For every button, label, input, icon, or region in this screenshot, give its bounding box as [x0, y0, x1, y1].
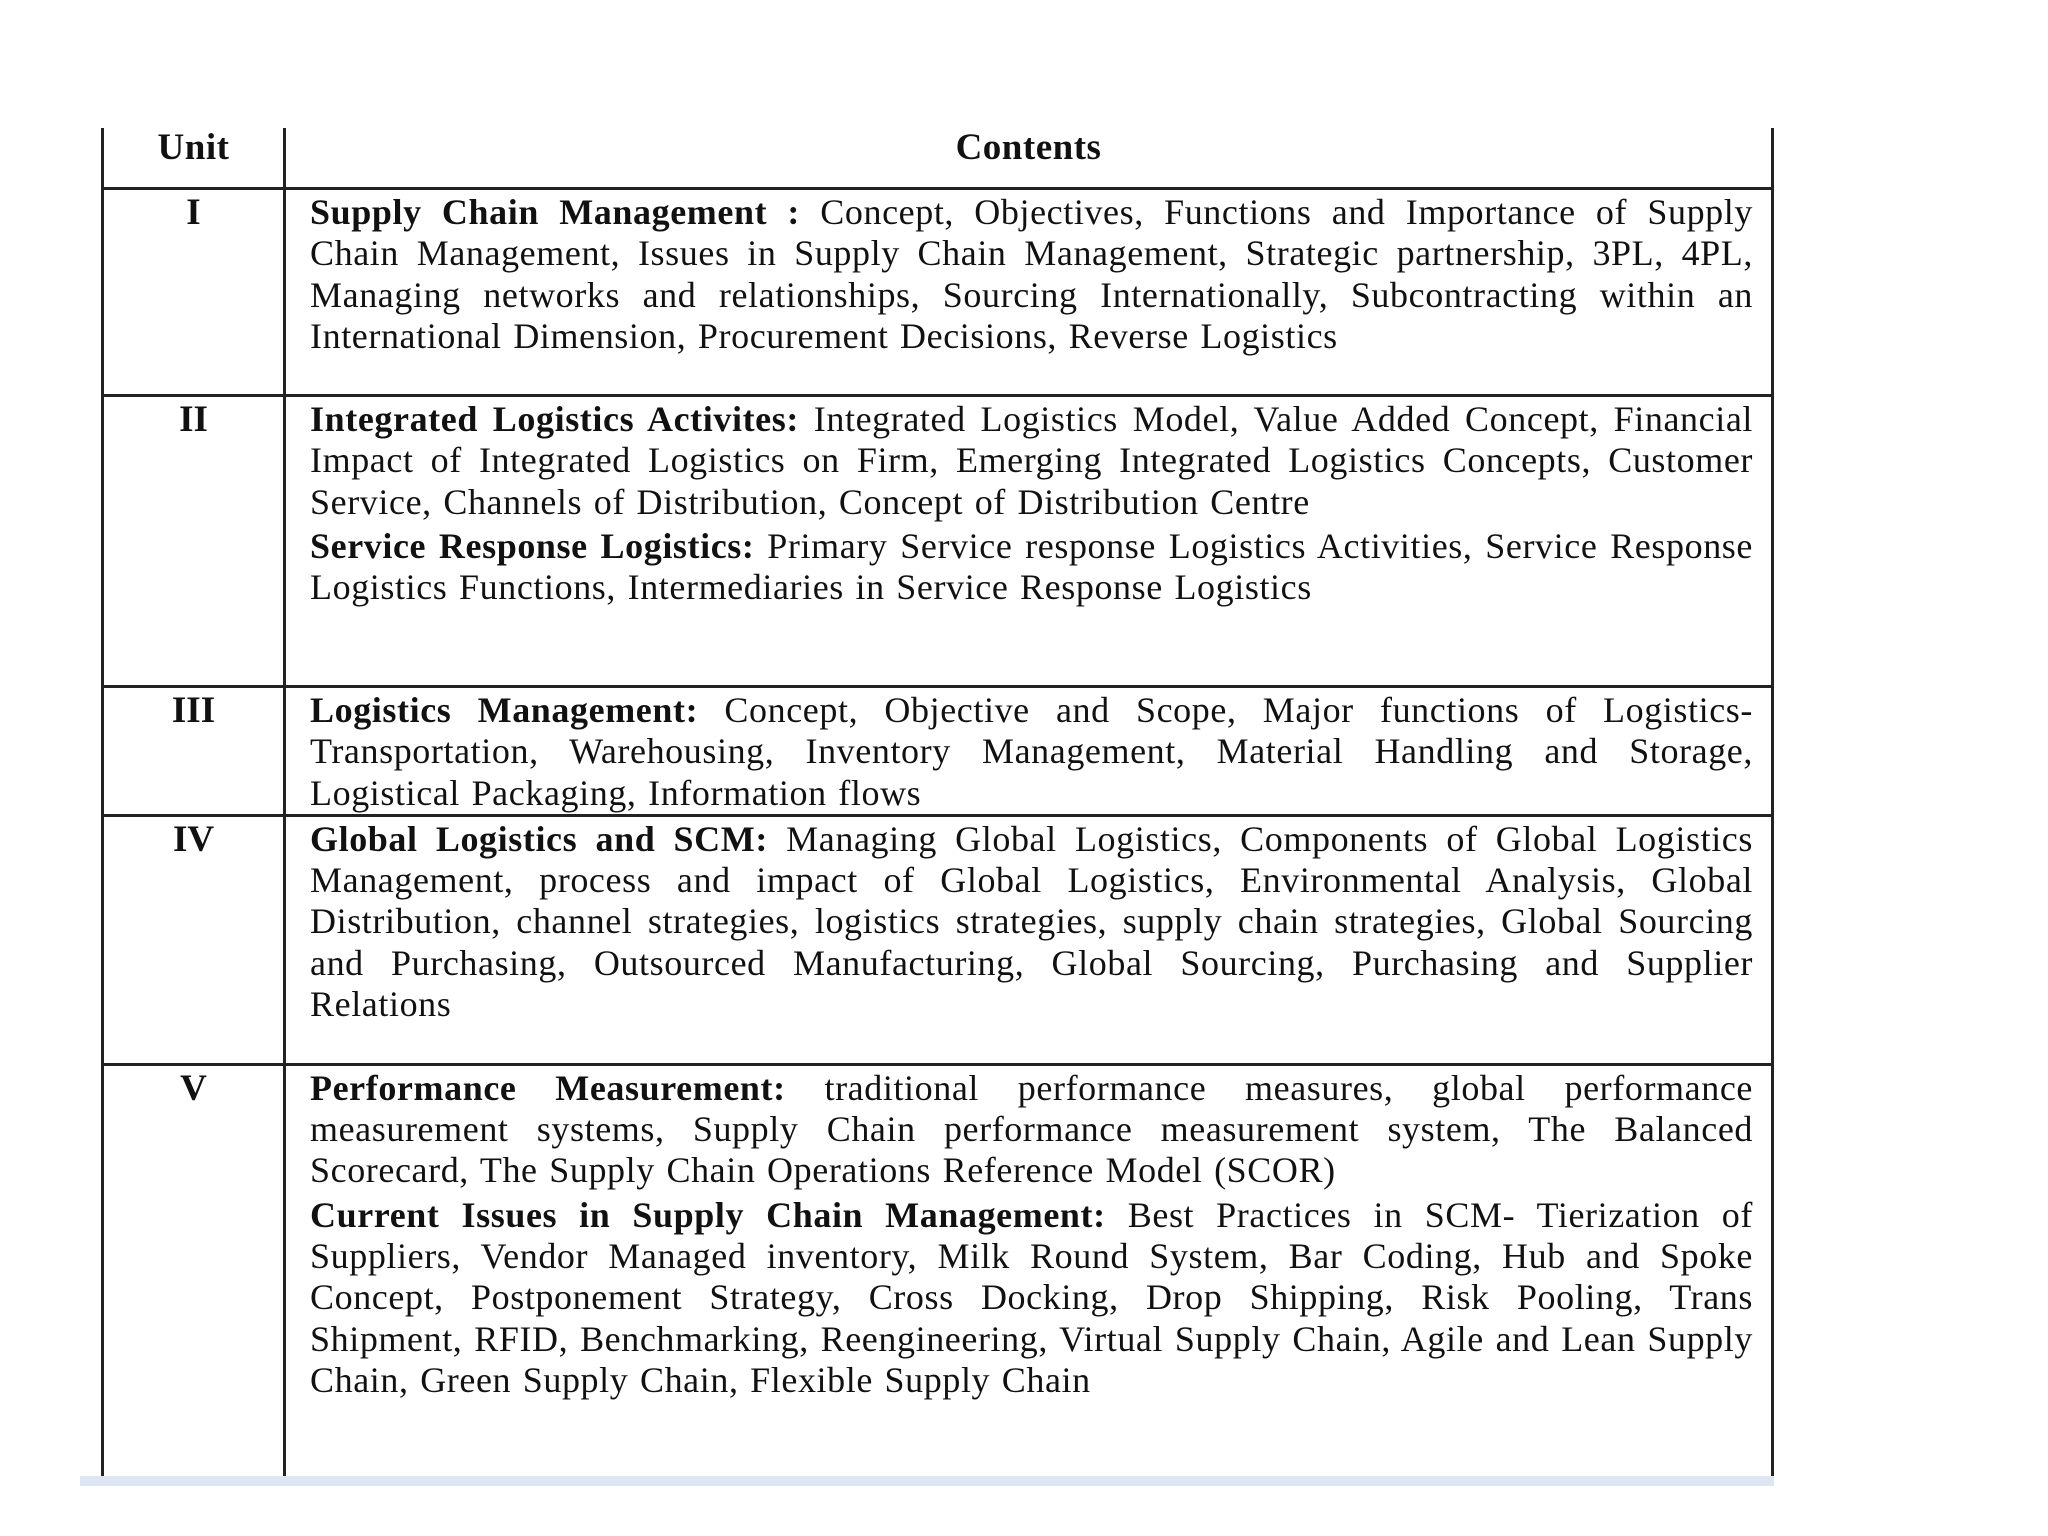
- unit-number: V: [180, 1067, 207, 1109]
- unit-cell: [103, 687, 285, 816]
- table-row: [103, 189, 1773, 396]
- topic-text: traditional performance measures, global performance measurement systems, Supply Chain performance measurement system, The Balanced Scorecard, The Supply Chain Operations Reference Model (SCOR): [310, 1067, 1753, 1191]
- topic-paragraph: [310, 399, 1753, 523]
- unit-cell: [103, 396, 285, 687]
- topic-paragraph: [310, 1195, 1753, 1401]
- topic-text: Managing Global Logistics, Components of Global Logistics Management, process and impact of Global Logistics, Environmental Analysis, Global Distribution, channel strategies, logistics strategies, supply chain strategies, Global Sourcing and Purchasing, Outsourced Manufacturing, Global Sourcing, Purchasing and Supplier Relations: [310, 818, 1753, 1025]
- unit-number: I: [186, 192, 201, 233]
- topic-heading: Supply Chain Management :: [310, 192, 801, 232]
- table-row: [103, 396, 1773, 687]
- unit-cell: [103, 815, 285, 1064]
- topic-heading: Current Issues in Supply Chain Management:: [310, 1194, 1106, 1235]
- topic-text: Integrated Logistics Model, Value Added Concept, Financial Impact of Integrated Logistics on Firm, Emerging Integrated Logistics Concepts, Customer Service, Channels of Distribution, Concept of Distribution Centre: [310, 399, 1754, 522]
- contents-column-header: [285, 128, 1773, 189]
- unit-header-label: Unit: [157, 127, 230, 168]
- unit-cell: [103, 1064, 285, 1480]
- unit-cell: [103, 189, 285, 396]
- unit-number: III: [171, 690, 216, 731]
- unit-number: II: [179, 399, 208, 440]
- topic-heading: Integrated Logistics Activites:: [310, 399, 799, 439]
- topic-text: Concept, Objective and Scope, Major functions of Logistics- Transportation, Warehousing, Inventory Management, Material Handling and Storage, Logistical Packaging, Information flows: [310, 690, 1753, 813]
- table-row: [103, 815, 1773, 1064]
- topic-text: Best Practices in SCM- Tierization of Suppliers, Vendor Managed inventory, Milk Round System, Bar Coding, Hub and Spoke Concept, Postponement Strategy, Cross Docking, Drop Shipping, Risk Pooling, Trans Shipment, RFID, Benchmarking, Reengineering, Virtual Supply Chain, Agile and Lean Supply Chain, Green Supply Chain, Flexible Supply Chain: [310, 1194, 1753, 1400]
- contents-cell: [285, 815, 1773, 1064]
- page-bottom-divider: [80, 1476, 1774, 1486]
- topic-paragraph: [310, 819, 1753, 1025]
- topic-paragraph: [310, 690, 1753, 814]
- topic-text: Concept, Objectives, Functions and Importance of Supply Chain Management, Issues in Supply Chain Management, Strategic partnership, 3PL, 4PL, Managing networks and relationships, Sourcing Internationally, Subcontracting within an International Dimension, Procurement Decisions, Reverse Logistics: [310, 192, 1753, 356]
- topic-paragraph: [310, 526, 1753, 609]
- header-row: [103, 128, 1773, 189]
- contents-cell: [285, 1064, 1773, 1480]
- topic-text: Primary Service response Logistics Activities, Service Response Logistics Functions, Intermediaries in Service Response Logistics: [310, 525, 1753, 608]
- topic-heading: Logistics Management:: [310, 690, 699, 730]
- contents-cell: [285, 189, 1773, 396]
- topic-heading: Service Response Logistics:: [310, 525, 755, 566]
- contents-cell: [285, 396, 1773, 687]
- syllabus-table: [101, 128, 1774, 1482]
- table-row: [103, 1064, 1773, 1480]
- topic-paragraph: [310, 192, 1753, 357]
- unit-column-header: [103, 128, 285, 189]
- topic-paragraph: [310, 1068, 1753, 1192]
- topic-heading: Global Logistics and SCM:: [310, 818, 768, 859]
- table-row: [103, 687, 1773, 816]
- contents-cell: [285, 687, 1773, 816]
- contents-header-label: Contents: [955, 127, 1102, 168]
- unit-number: IV: [172, 818, 215, 860]
- topic-heading: Performance Measurement:: [310, 1067, 786, 1108]
